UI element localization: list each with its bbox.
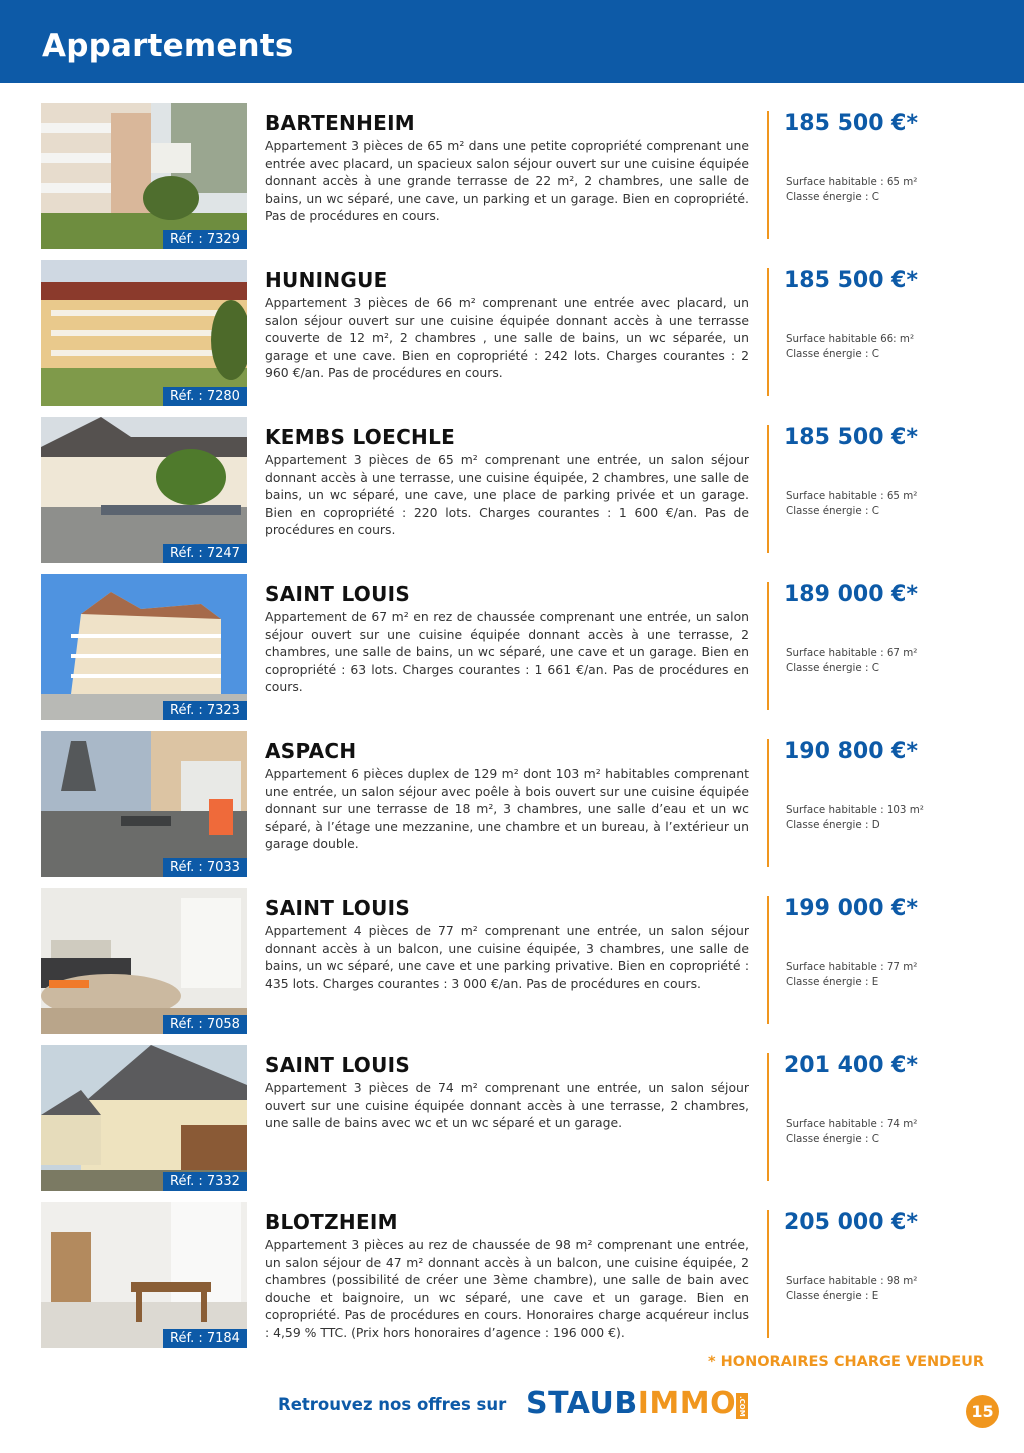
surface-text: Surface habitable : 103 m² (786, 804, 924, 816)
listing-photo[interactable] (41, 574, 247, 720)
energy-class-text: Classe énergie : C (786, 1133, 879, 1145)
brand-part-1: STAUB (526, 1386, 638, 1421)
building-photo (41, 574, 247, 720)
listing-card[interactable] (0, 888, 1024, 1036)
listing-card[interactable] (0, 103, 1024, 251)
listing-card[interactable] (0, 260, 1024, 408)
listing-photo[interactable] (41, 260, 247, 406)
listing-card[interactable] (0, 1045, 1024, 1193)
reference-label: Réf. : 7280 (163, 387, 247, 406)
listing-card[interactable] (0, 731, 1024, 879)
reference-label: Réf. : 7184 (163, 1329, 247, 1348)
listing-city: SAINT LOUIS (265, 896, 411, 920)
building-photo (41, 260, 247, 406)
energy-class-text: Classe énergie : D (786, 819, 880, 831)
listing-description: Appartement 6 pièces duplex de 129 m² dont 103 m² habitables comprenant une entrée, un salon séjour avec poêle à bois ouvert sur une cuisine équipée donnant sur une terrasse de 18 m², 3 chambres, une salle d’eau et un wc séparé, à l’étage une mezzanine, une chambre et un bureau, à l’extérieur un garage double. (265, 766, 749, 852)
interior-photo (41, 1202, 247, 1348)
energy-class-text: Classe énergie : C (786, 662, 879, 674)
energy-class-text: Classe énergie : C (786, 505, 879, 517)
surface-text: Surface habitable : 98 m² (786, 1275, 918, 1287)
surface-text: Surface habitable : 67 m² (786, 647, 918, 659)
listing-price: 185 500 €* (784, 111, 918, 136)
listing-facts (786, 803, 924, 833)
listing-description: Appartement de 67 m² en rez de chaussée comprenant une entrée, un salon séjour ouvert sur une cuisine équipée donnant accès à une terrasse, 2 chambres, une salle de bains, un wc séparé, une cave et un garage. Bien en copropriété : 63 lots. Charges courantes : 1 661 €/an. Pas de procédures en cours. (265, 609, 749, 695)
listing-facts (786, 489, 917, 519)
listing-price: 185 500 €* (784, 268, 918, 293)
reference-label: Réf. : 7058 (163, 1015, 247, 1034)
listing-card[interactable] (0, 574, 1024, 722)
listing-facts (786, 960, 917, 990)
energy-class-text: Classe énergie : C (786, 191, 879, 203)
listing-facts (786, 332, 914, 362)
divider (767, 582, 769, 710)
divider (767, 425, 769, 553)
listing-city: SAINT LOUIS (265, 582, 411, 606)
brand-logo[interactable] (526, 1386, 736, 1421)
listing-price: 189 000 €* (784, 582, 918, 607)
listing-city: SAINT LOUIS (265, 1053, 411, 1077)
listing-facts (786, 1117, 917, 1147)
listing-city: KEMBS LOECHLE (265, 425, 456, 449)
listing-price: 205 000 €* (784, 1210, 918, 1235)
listing-description: Appartement 3 pièces de 66 m² comprenant une entrée avec placard, un salon séjour ouvert sur une cuisine équipée donnant accès à une terrasse couverte de 12 m², 2 chambres , une salle de bains, un wc séparée, un garage et une cave. Bien en copropriété : 242 lots. Charges courantes : 2 960 €/an. Pas de procédures en cours. (265, 295, 749, 381)
divider (767, 1210, 769, 1338)
listing-card[interactable] (0, 417, 1024, 565)
listing-price: 185 500 €* (784, 425, 918, 450)
listing-card[interactable] (0, 1202, 1024, 1350)
listing-city: HUNINGUE (265, 268, 388, 292)
listing-photo[interactable] (41, 1045, 247, 1191)
surface-text: Surface habitable : 65 m² (786, 176, 918, 188)
house-photo (41, 1045, 247, 1191)
page-number: 15 (966, 1395, 999, 1428)
energy-class-text: Classe énergie : C (786, 348, 879, 360)
divider (767, 739, 769, 867)
surface-text: Surface habitable : 77 m² (786, 961, 918, 973)
listing-price: 190 800 €* (784, 739, 918, 764)
reference-label: Réf. : 7329 (163, 230, 247, 249)
surface-text: Surface habitable : 74 m² (786, 1118, 918, 1130)
energy-class-text: Classe énergie : E (786, 976, 879, 988)
listing-price: 199 000 €* (784, 896, 918, 921)
listing-description: Appartement 3 pièces de 65 m² dans une petite copropriété comprenant une entrée avec placard, un spacieux salon séjour ouvert sur une cuisine équipée donnant accès à une grande terrasse de 22 m², 2 chambres, une salle de bains, un wc séparé, une cave, un parking et un garage. Bien en copropriété. Pas de procédures en cours. (265, 138, 749, 224)
listing-facts (786, 175, 917, 205)
interior-photo (41, 888, 247, 1034)
brand-domain-suffix: .COM (736, 1393, 748, 1419)
building-photo (41, 103, 247, 249)
listing-photo[interactable] (41, 888, 247, 1034)
divider (767, 111, 769, 239)
divider (767, 1053, 769, 1181)
listing-description: Appartement 3 pièces au rez de chaussée de 98 m² comprenant une entrée, un salon séjour de 47 m² donnant accès à un balcon, une cuisine équipée, 2 chambres (possibilité de créer une 3ème chambre), une salle de bain avec douche et baignoire, un wc séparé, une cave et un garage. Bien en copropriété. Pas de procédures en cours. Honoraires charge acquéreur inclus : 4,59 % TTC. (Prix hors honoraires d’agence : 196 000 €). (265, 1237, 749, 1340)
listing-city: BARTENHEIM (265, 111, 416, 135)
brand-part-2: IMMO (637, 1386, 737, 1421)
reference-label: Réf. : 7033 (163, 858, 247, 877)
listing-photo[interactable] (41, 1202, 247, 1348)
listing-photo[interactable] (41, 731, 247, 877)
listing-facts (786, 1274, 917, 1304)
listing-price: 201 400 €* (784, 1053, 918, 1078)
listing-city: ASPACH (265, 739, 357, 763)
surface-text: Surface habitable 66: m² (786, 333, 915, 345)
listing-photo[interactable] (41, 417, 247, 563)
listing-description: Appartement 4 pièces de 77 m² comprenant une entrée, un salon séjour donnant accès à un balcon, une cuisine équipée, 3 chambres, une salle de bains, un wc séparé, une cave et une parking privative. Bien en copropriété : 435 lots. Charges courantes : 3 000 €/an. Pas de procédures en cours. (265, 923, 749, 991)
listing-city: BLOTZHEIM (265, 1210, 398, 1234)
page-header (0, 0, 1024, 83)
divider (767, 896, 769, 1024)
energy-class-text: Classe énergie : E (786, 1290, 879, 1302)
divider (767, 268, 769, 396)
listing-photo[interactable] (41, 103, 247, 249)
surface-text: Surface habitable : 65 m² (786, 490, 918, 502)
reference-label: Réf. : 7332 (163, 1172, 247, 1191)
listing-facts (786, 646, 917, 676)
listing-description: Appartement 3 pièces de 74 m² comprenant une entrée, un salon séjour ouvert sur une cuisine équipée donnant accès à une terrasse, 2 chambres, une salle de bains avec wc et un wc séparé et un garage. (265, 1080, 749, 1131)
reference-label: Réf. : 7323 (163, 701, 247, 720)
page-title: Appartements (42, 28, 294, 64)
fee-footnote: * HONORAIRES CHARGE VENDEUR (708, 1354, 985, 1370)
listing-description: Appartement 3 pièces de 65 m² comprenant une entrée, un salon séjour donnant accès à une terrasse, une cuisine équipée, 2 chambres, une salle de bains, un wc séparé, une cave, une place de parking privée et un garage. Bien en copropriété : 220 lots. Charges courantes : 1 600 €/an. Pas de procédures en cours. (265, 452, 749, 538)
reference-label: Réf. : 7247 (163, 544, 247, 563)
terrace-photo (41, 731, 247, 877)
offers-text: Retrouvez nos offres sur (278, 1395, 507, 1414)
building-photo (41, 417, 247, 563)
